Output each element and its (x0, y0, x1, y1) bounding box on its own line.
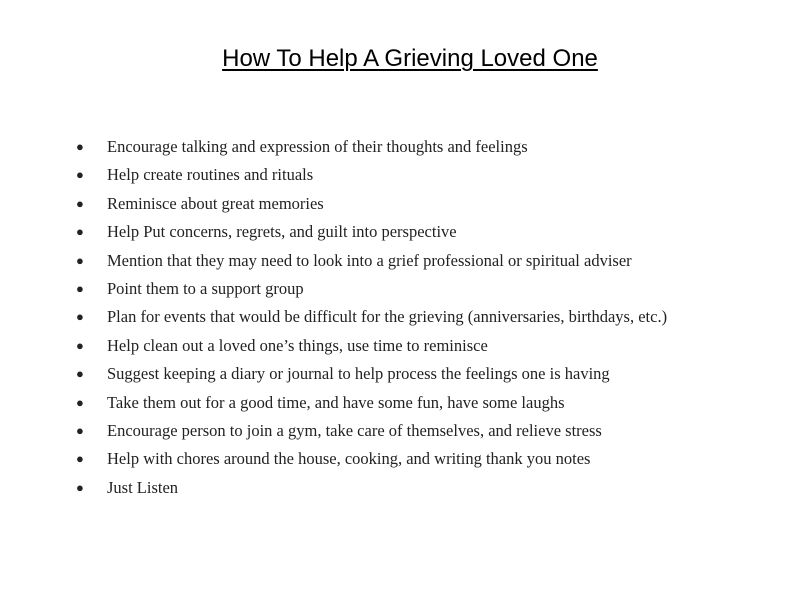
list-item-text: Point them to a support group (107, 278, 304, 298)
list-item-text: Help clean out a loved one’s things, use time to reminisce (107, 335, 488, 355)
list-item-text: Mention that they may need to look into a grief professional or spiritual adviser (107, 250, 632, 270)
list-item-text: Suggest keeping a diary or journal to help process the feelings one is having (107, 364, 610, 384)
bullet-icon: ● (76, 252, 84, 268)
bullet-icon: ● (76, 167, 84, 183)
bullet-icon: ● (76, 422, 84, 438)
list-item-text: Take them out for a good time, and have some fun, have some laughs (107, 392, 565, 412)
list-item-text: Help create routines and rituals (107, 165, 314, 185)
bullet-icon: ● (76, 337, 84, 353)
bullet-icon: ● (76, 366, 84, 382)
bullet-icon: ● (76, 195, 84, 211)
bullet-icon: ● (76, 139, 84, 154)
list-item-text: Reminisce about great memories (107, 193, 324, 213)
list-item-text: Help with chores around the house, cooking, and writing thank you notes (107, 449, 591, 469)
list-item-text: Help Put concerns, regrets, and guilt into perspective (107, 222, 457, 242)
bullet-icon: ● (76, 479, 84, 495)
bullet-icon: ● (76, 451, 84, 467)
list-item-text: Encourage talking and expression of their thoughts and feelings (107, 137, 528, 156)
bullet-icon: ● (76, 309, 84, 325)
list-item-text: Plan for events that would be difficult for the grieving (anniversaries, birthdays, etc.) (107, 307, 668, 327)
list-item-text: Encourage person to join a gym, take care of themselves, and relieve stress (107, 420, 602, 440)
bullet-icon: ● (76, 280, 84, 296)
document-title: How To Help A Grieving Loved One (222, 45, 598, 72)
list-item-text: Just Listen (107, 477, 179, 497)
bullet-icon: ● (76, 224, 84, 240)
bullet-icon: ● (76, 394, 84, 410)
